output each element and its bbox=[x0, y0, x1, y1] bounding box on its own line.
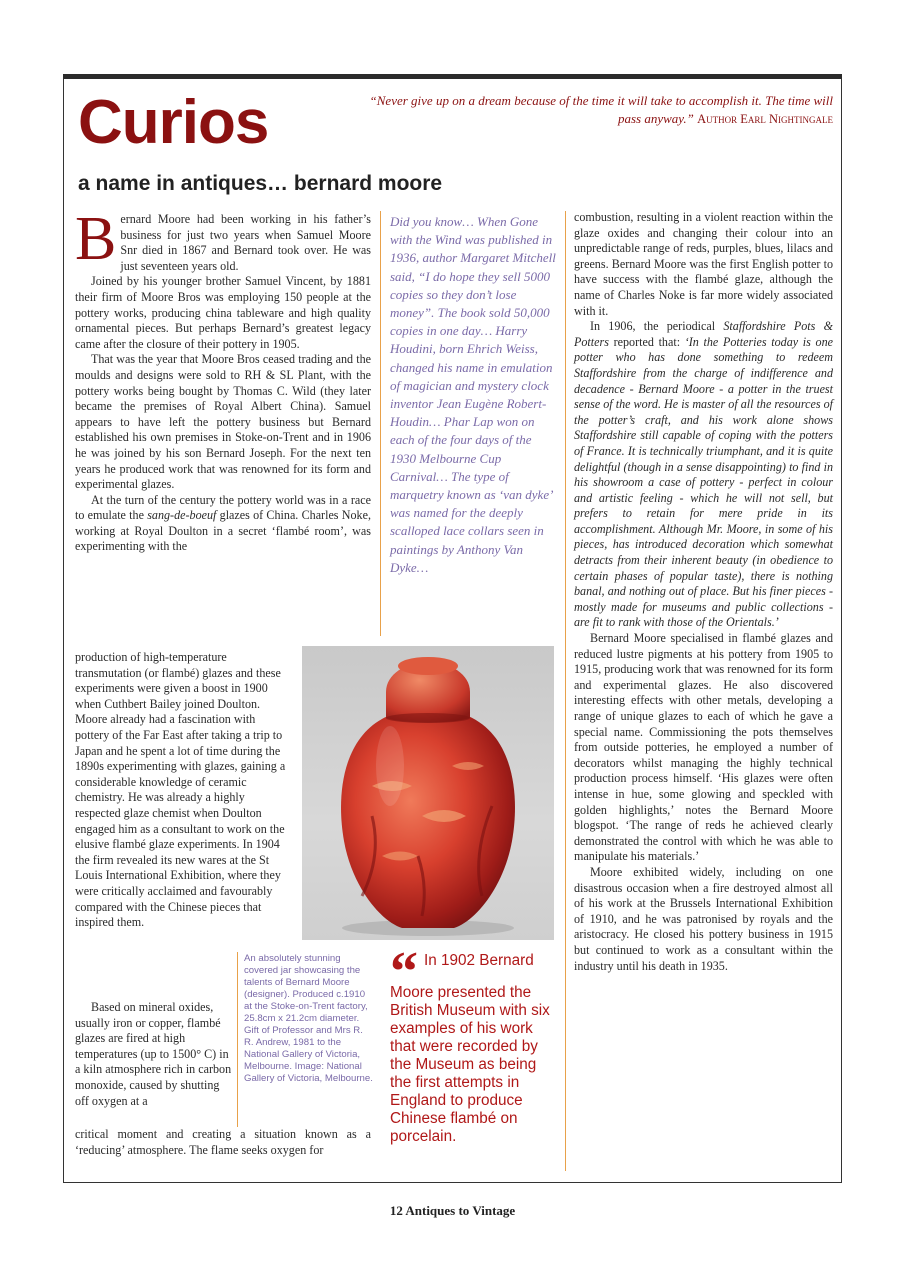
photo-caption: An absolutely stunning covered jar showcasing the talents of Bernard Moore (designer). Produced c.1910 at the Stoke-on-Trent factory, 25.8cm x 21.2cm diameter. Gift of Professor and Mrs R. R. Andrew, 1981 to the National Gallery of Victoria, Melbourne. Image: National Gallery of Victoria, Melbourne. bbox=[244, 953, 373, 1084]
paragraph-5-cont: critical moment and creating a situation known as a ‘reducing’ atmosphere. The flame seeks oxygen for bbox=[75, 1127, 371, 1157]
drop-cap: B bbox=[75, 205, 117, 273]
column-1-narrow bbox=[75, 650, 289, 931]
quote-author: Author Earl Nightingale bbox=[697, 111, 833, 126]
page-title: Curios bbox=[78, 88, 269, 157]
column-1-lower bbox=[75, 1000, 232, 1109]
paragraph-2: Joined by his younger brother Samuel Vincent, by 1881 their firm of Moore Bros was employing 150 people at the pottery works, producing china tableware and high quality ornamental pieces. But perhaps Bernard’s greatest legacy came after the closure of their pottery in 1905. bbox=[75, 274, 371, 351]
paragraph-4: At the turn of the century the pottery world was in a race to emulate the sang-de-boeuf glazes of China. Charles Noke, working at Royal Doulton in a secret ‘flambé room’, was experimenting with the bbox=[75, 492, 371, 554]
column-3 bbox=[574, 210, 833, 974]
pull-quote: “ In 1902 Bernard Moore presented the British Museum with six examples of his work that were recorded by the Museum as being the first attempts in England to produce Chinese flambé on porcelain. bbox=[390, 941, 550, 1145]
paragraph-5: Based on mineral oxides, usually iron or copper, flambé glazes are fired at high temperatures (up to 1500° C) in a kiln atmosphere rich in carbon monoxide, caused by shutting off oxygen at a bbox=[75, 1000, 232, 1108]
column-1-bottom bbox=[75, 1127, 371, 1158]
page-footer bbox=[0, 1203, 905, 1219]
quote-mark-icon: “ bbox=[390, 941, 418, 1003]
did-you-know-sidebar: Did you know… When Gone with the Wind was published in 1936, author Margaret Mitchell said, “I do hope they sell 5000 copies so they don’t lose money”. The book sold 50,000 copies in one day… Harry Houdini, born Ehrich Weiss, changed his name in emulation of magician and mystery clock inventor Jean Eugène Robert-Houdin… Phar Lap won on each of the four days of the 1930 Melbourne Cup Carnival… The type of marquetry known as ‘van dyke’ was named for the deeply scalloped lace collars seen in paintings by Anthony Van Dyke… bbox=[390, 214, 556, 575]
magazine-name: Antiques to Vintage bbox=[405, 1203, 516, 1218]
quote-text: “Never give up on a dream because of the time it will take to accomplish it. The time will pass anyway.” bbox=[369, 93, 833, 126]
column-divider-2 bbox=[565, 211, 566, 1171]
covered-jar-image bbox=[302, 646, 554, 940]
page-number: 12 bbox=[389, 1203, 403, 1218]
col3-paragraph-1: combustion, resulting in a violent reaction within the glaze oxides and changing their colour into an unpredictable range of reds, purples, blues, lilacs and greens. Bernard Moore was the first English potter to have success with the flambé glaze, although the name of Charles Noke is far more widely associated with it. bbox=[574, 210, 833, 318]
header-quote bbox=[363, 92, 833, 127]
article-subtitle: a name in antiques… bernard moore bbox=[78, 172, 443, 195]
col3-paragraph-3: Bernard Moore specialised in flambé glazes and reduced lustre pigments at his pottery from 1905 to 1915, producing work that was renowned for its form and experimental glazes. He also discovered interesting effects with other metals, developing a range of unique glazes to each of which he gave a special name. Commissioning the pots themselves from outside potteries, he employed a number of decorators whilst managing the highly technical production process himself. ‘His glazes were often intense in hue, some glowing and speckled with golden highlights,’ notes the Bernard Moore blogspot. ‘The range of reds he achieved clearly demonstrated the control with which he was able to manipulate his materials.’ bbox=[574, 631, 833, 864]
col3-paragraph-4: Moore exhibited widely, including on one disastrous occasion when a fire destroyed almost all of his work at the Brussels International Exhibition of 1910, and he was patronised by royals and the aristocracy. He closed his pottery business in 1915 but continued to work as a consultant within the industry until his death in 1935. bbox=[574, 864, 833, 973]
caption-divider bbox=[237, 952, 238, 1127]
col3-paragraph-2: In 1906, the periodical Staffordshire Pots & Potters reported that: ‘In the Potteries today is one potter who has done something to redeem Staffordshire from the charge of indifference and decadence - Bernard Moore - a potter in the truest sense of the word. He is master of all the resources of the potter’s craft, and his work alone shows Staffordshire still capable of coping with the potters of France. It is technically triumphant, and it is quite delightful (though in a sense disappointing) to find in his showroom a case of pottery - perfect in colour and artistic feeling - which he will not sell, but prefers to retain for mere pride in its accomplishment. Although Mr. Moore, in some of his pieces, has introduced decoration which somewhat detracts from their inherent beauty (in obedience to certain phases of popular taste), there is nothing banal, and nothing out of place. But his finer pieces - mostly made for museums and public collections - are fit to rank with those of the Orientals.’ bbox=[574, 319, 833, 630]
paragraph-4-cont: production of high-temperature transmutation (or flambé) glazes and these experiments were given a boost in 1900 when Cuthbert Bailey joined Doulton. Moore already had a fascination with pottery of the Far East after taking a trip to Japan and he spent a lot of time during the 1890s experimenting with glazes, gaining a considerable knowledge of ceramic chemistry. He was already a highly respected glaze chemist when Doulton engaged him as a consultant to work on the elusive flambé glaze experiments. In 1904 the firm revealed its new wares at the St Louis International Exhibition, where they were critically acclaimed and favourably compared with the Chinese pieces that inspired them. bbox=[75, 650, 286, 930]
column-divider-1 bbox=[380, 211, 381, 636]
jar-photo bbox=[302, 646, 554, 940]
paragraph-1: Bernard Moore had been working in his father’s business for just two years when Samuel Moore Snr died in 1867 and Bernard took over. He was just seventeen years old. bbox=[75, 205, 371, 273]
paragraph-3: That was the year that Moore Bros ceased trading and the moulds and designs were sold to RH & SL Plant, with the pottery works being bought by Thomas C. Wild (they later became the premises of Royal Albert China). Samuel appears to have left the pottery business but Bernard established his own premises in Stoke-on-Trent and in 1906 he was joined by his son Bernard Joseph. For the next ten years he produced work that was renowned for its form and experimental glazes. bbox=[75, 352, 371, 492]
column-1-upper bbox=[75, 205, 371, 555]
